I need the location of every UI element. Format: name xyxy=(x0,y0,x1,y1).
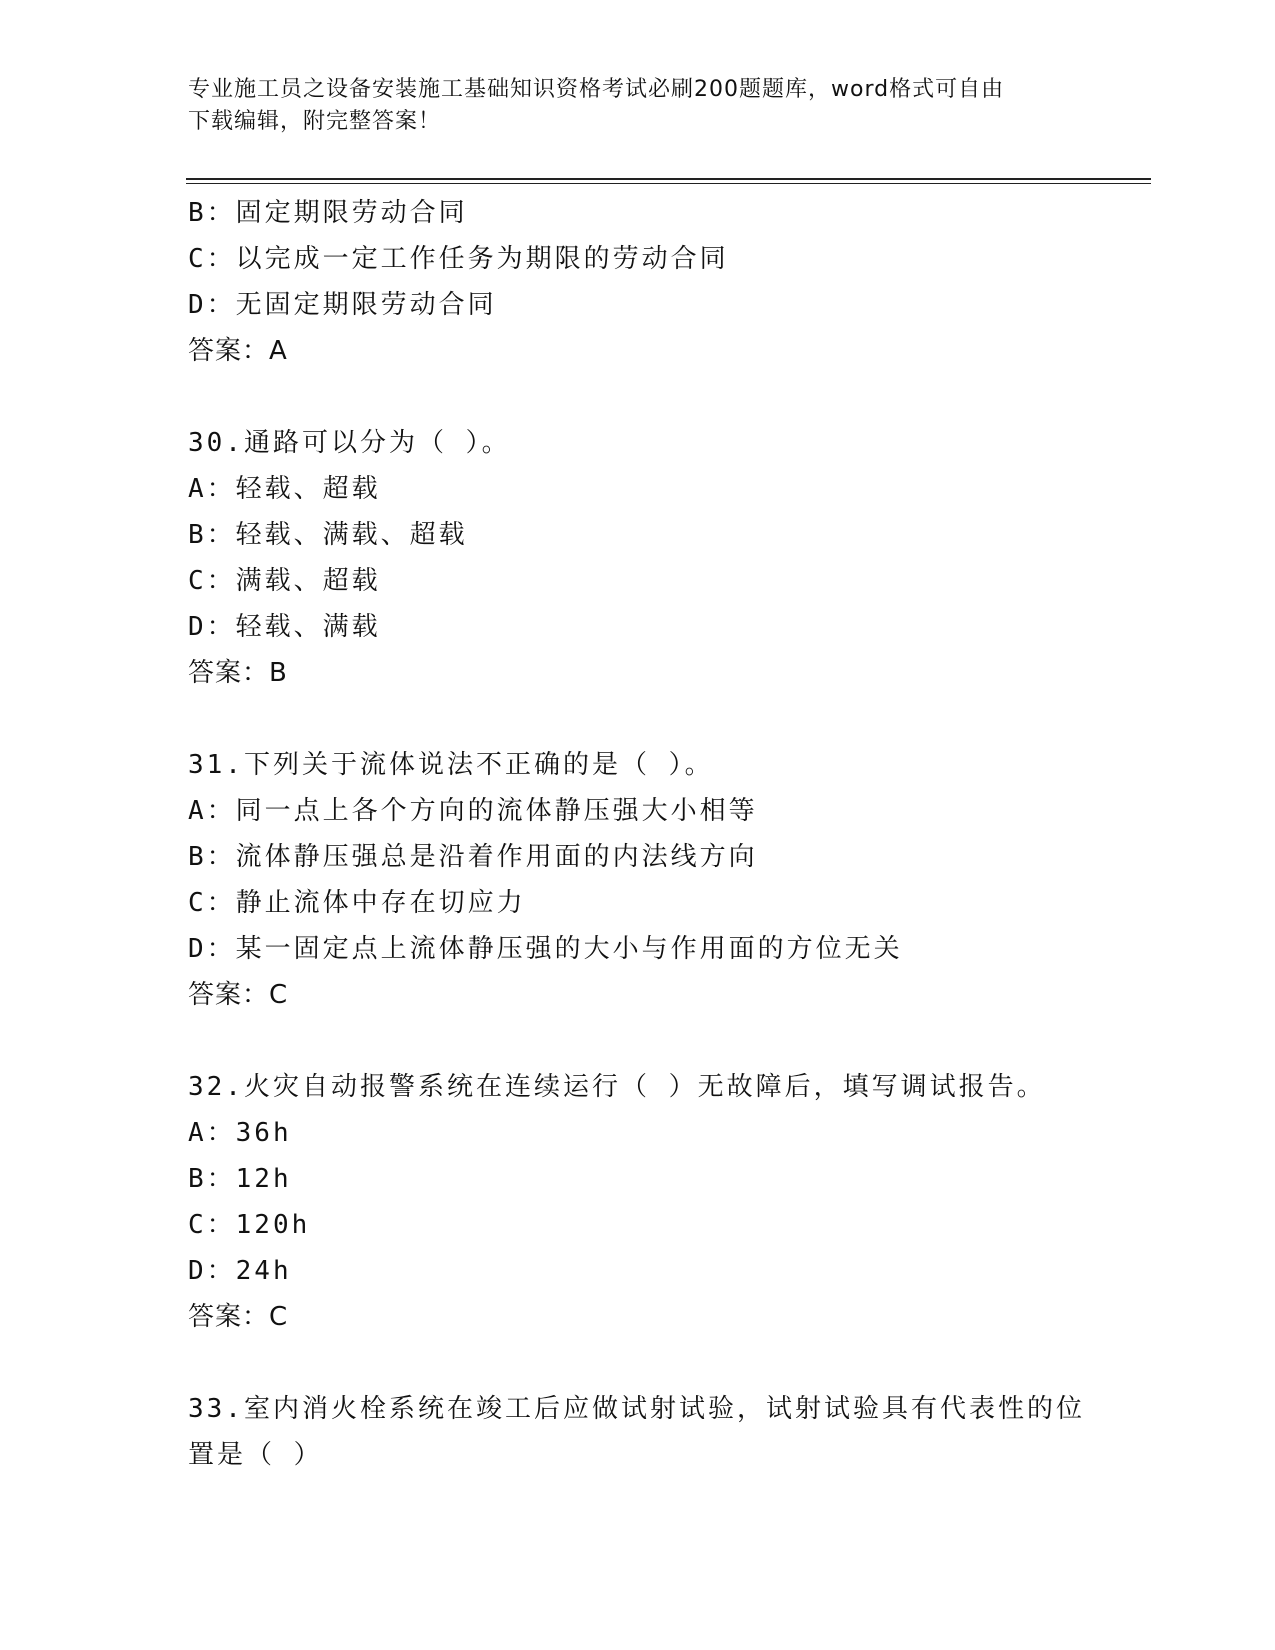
option-d: D：无固定期限劳动合同 xyxy=(188,290,497,320)
question-30 xyxy=(188,420,1148,696)
option-c: C：以完成一定工作任务为期限的劳动合同 xyxy=(188,244,729,274)
header-divider-thick xyxy=(186,178,1151,180)
document-header xyxy=(188,74,1088,138)
option-b: B：12h xyxy=(188,1164,292,1194)
question-31 xyxy=(188,742,1148,1018)
option-b: B：轻载、满载、超载 xyxy=(188,520,468,550)
question-stem: 31.下列关于流体说法不正确的是（ ）。 xyxy=(188,750,714,780)
question-stem: 30.通路可以分为（ ）。 xyxy=(188,428,511,458)
answer: 答案：A xyxy=(188,336,288,366)
option-c: C：满载、超载 xyxy=(188,566,381,596)
answer: 答案：C xyxy=(188,980,289,1010)
option-b: B：流体静压强总是沿着作用面的内法线方向 xyxy=(188,842,758,872)
option-d: D：某一固定点上流体静压强的大小与作用面的方位无关 xyxy=(188,934,903,964)
question-list xyxy=(188,190,1148,1478)
header-title-line-2: 下载编辑，附完整答案！ xyxy=(188,109,442,134)
answer: 答案：B xyxy=(188,658,288,688)
question-32 xyxy=(188,1064,1148,1340)
question-stem: 32.火灾自动报警系统在连续运行（ ）无故障后，填写调试报告。 xyxy=(188,1072,1046,1102)
header-title-line-1: 专业施工员之设备安装施工基础知识资格考试必刷200题题库，word格式可自由 xyxy=(188,77,1005,102)
option-c: C：静止流体中存在切应力 xyxy=(188,888,526,918)
question-29-continued xyxy=(188,190,1148,374)
option-d: D：轻载、满载 xyxy=(188,612,381,642)
answer: 答案：C xyxy=(188,1302,289,1332)
option-b: B：固定期限劳动合同 xyxy=(188,198,468,228)
option-a: A：同一点上各个方向的流体静压强大小相等 xyxy=(188,796,758,826)
question-33 xyxy=(188,1386,1148,1478)
option-c: C：120h xyxy=(188,1210,311,1240)
question-stem-line-2: 置是（ ） xyxy=(188,1440,323,1470)
question-stem-line-1: 33.室内消火栓系统在竣工后应做试射试验，试射试验具有代表性的位 xyxy=(188,1394,1085,1424)
option-a: A：36h xyxy=(188,1118,292,1148)
header-divider-thin xyxy=(186,183,1151,184)
option-a: A：轻载、超载 xyxy=(188,474,381,504)
option-d: D：24h xyxy=(188,1256,292,1286)
